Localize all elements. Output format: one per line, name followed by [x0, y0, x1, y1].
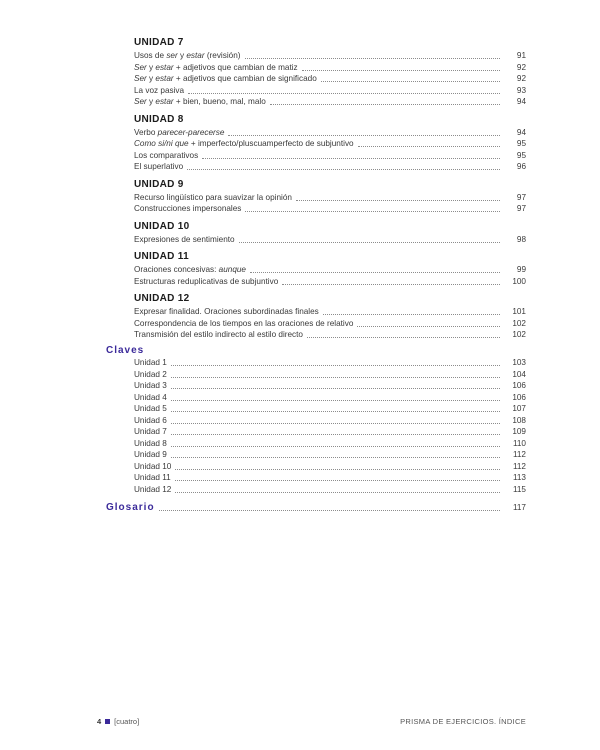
footer-page-number	[97, 717, 139, 726]
italic-term: Ser	[134, 74, 147, 83]
toc-entry-page: 92	[516, 62, 526, 72]
label-text: + adjetivos que cambian de significado	[173, 74, 317, 83]
toc-entry-page: 99	[516, 265, 526, 274]
page-word: [cuatro]	[114, 717, 140, 726]
glosario-entry	[106, 502, 526, 513]
toc-entry-page: 93	[516, 85, 526, 95]
claves-entry-page: 107	[512, 404, 526, 413]
square-bullet-icon	[105, 719, 110, 724]
label-text: + bien, bueno, mal, malo	[173, 97, 266, 106]
italic-term: estar	[155, 97, 174, 106]
dot-leader	[171, 392, 500, 401]
claves-entry-label: Unidad 12	[134, 484, 172, 494]
claves-entry-page: 108	[512, 415, 526, 425]
dot-leader	[239, 234, 500, 243]
page-number: 4	[97, 717, 102, 726]
dot-leader	[159, 502, 500, 511]
toc-entry-label	[134, 62, 298, 74]
claves-entry	[134, 438, 526, 450]
claves-entry	[134, 403, 526, 415]
toc-entry	[134, 192, 526, 204]
claves-entry-label: Unidad 7	[134, 427, 167, 436]
claves-entry-page: 113	[512, 473, 526, 482]
toc-entry	[134, 73, 526, 85]
claves-entry	[134, 472, 526, 484]
dot-leader	[270, 96, 500, 105]
dot-leader	[302, 62, 500, 71]
claves-entry-page: 115	[512, 484, 526, 494]
label-text: Oraciones concesivas:	[134, 265, 219, 274]
claves-entry-page: 112	[512, 461, 526, 471]
dot-leader	[187, 161, 500, 170]
dot-leader	[245, 50, 501, 59]
toc-entry-page: 91	[516, 51, 526, 60]
glosario-page: 117	[512, 503, 526, 512]
toc-entry	[134, 150, 526, 162]
label-text: Los comparativos	[134, 150, 199, 160]
dot-leader	[323, 306, 500, 315]
toc-entry	[134, 138, 526, 150]
toc-entry	[134, 264, 526, 276]
claves-entry	[134, 449, 526, 461]
label-text: y	[146, 97, 156, 106]
toc-entry-page: 95	[516, 139, 526, 148]
toc-entry-page: 101	[512, 307, 526, 316]
italic-term: parecer-parecerse	[157, 127, 225, 137]
italic-term: ser	[166, 51, 178, 60]
toc-entry-page: 94	[516, 127, 526, 137]
toc-entry-label	[134, 161, 183, 173]
label-text: Construcciones impersonales	[134, 204, 242, 213]
dot-leader	[250, 264, 500, 273]
label-text: y	[146, 74, 156, 83]
claves-entry	[134, 415, 526, 427]
toc-entry-label	[134, 306, 319, 318]
claves-entry-label: Unidad 4	[134, 392, 167, 402]
toc-entry-page: 102	[512, 330, 526, 339]
claves-entry	[134, 357, 526, 369]
unit-title: UNIDAD 8	[134, 113, 184, 125]
toc-entry-page: 102	[512, 318, 526, 328]
dot-leader	[282, 276, 500, 285]
claves-heading: Claves	[106, 345, 145, 356]
dot-leader	[228, 127, 500, 136]
label-text: Expresiones de sentimiento	[134, 234, 235, 244]
toc-entry	[134, 127, 526, 139]
label-text: El superlativo	[134, 162, 184, 171]
toc-entry-page: 92	[516, 74, 526, 83]
claves-entry	[134, 369, 526, 381]
claves-entry-label: Unidad 1	[134, 358, 167, 367]
label-text: y	[146, 62, 156, 72]
toc-entry-page: 94	[516, 97, 526, 106]
dot-leader	[202, 150, 500, 159]
dot-leader	[171, 449, 500, 458]
running-title: PRISMA DE EJERCICIOS. ÍNDICE	[400, 717, 526, 726]
label-text: Usos de	[134, 51, 167, 60]
dot-leader	[175, 461, 500, 470]
unit-title: UNIDAD 9	[134, 178, 184, 190]
dot-leader	[171, 357, 500, 366]
dot-leader	[171, 426, 500, 435]
toc-entry-label	[134, 127, 224, 139]
dot-leader	[307, 329, 500, 338]
toc-entry-label	[134, 192, 292, 204]
toc-entry-page: 96	[516, 162, 526, 171]
label-text: Verbo	[134, 127, 158, 137]
toc-entry-page: 97	[516, 192, 526, 202]
toc-entry-label	[134, 264, 246, 276]
toc-entry-label	[134, 234, 235, 246]
toc-entry-label	[134, 276, 278, 288]
label-text: Transmisión del estilo indirecto al estilo directo	[134, 330, 303, 339]
toc-entry	[134, 62, 526, 74]
toc-entry-label	[134, 50, 241, 62]
toc-entry-label	[134, 150, 198, 162]
dot-leader	[171, 403, 500, 412]
label-text: y	[177, 51, 187, 60]
dot-leader	[171, 369, 500, 378]
unit-title: UNIDAD 10	[134, 220, 190, 232]
toc-entry-label	[134, 138, 354, 150]
label-text: Correspondencia de los tiempos en las oraciones de relativo	[134, 318, 354, 328]
dot-leader	[357, 318, 500, 327]
claves-entry-label: Unidad 8	[134, 438, 167, 448]
toc-entry-label	[134, 85, 184, 97]
claves-entry-page: 109	[512, 427, 526, 436]
toc-entry-label	[134, 203, 241, 215]
claves-entry-page: 112	[512, 450, 526, 459]
dot-leader	[171, 415, 500, 424]
claves-entry	[134, 484, 526, 496]
claves-entry-page: 110	[512, 438, 526, 448]
toc-entry-page: 98	[516, 234, 526, 244]
claves-entry-label: Unidad 5	[134, 404, 167, 413]
unit-title: UNIDAD 7	[134, 37, 184, 48]
italic-term: estar	[186, 51, 205, 60]
toc-entry	[134, 50, 526, 62]
unit-title: UNIDAD 12	[134, 293, 190, 304]
table-of-contents	[134, 36, 526, 341]
claves-entry	[134, 426, 526, 438]
claves-entry	[134, 380, 526, 392]
claves-entry-label: Unidad 2	[134, 369, 167, 379]
label-text: La voz pasiva	[134, 85, 185, 95]
toc-entry-label	[134, 329, 303, 341]
dot-leader	[188, 85, 500, 94]
claves-entry-label: Unidad 3	[134, 381, 167, 390]
toc-entry	[134, 161, 526, 173]
toc-entry	[134, 276, 526, 288]
toc-entry-page: 95	[516, 150, 526, 160]
dot-leader	[171, 438, 500, 447]
toc-entry	[134, 203, 526, 215]
toc-entry	[134, 234, 526, 246]
claves-entry-label: Unidad 6	[134, 415, 167, 425]
toc-entry	[134, 329, 526, 341]
toc-entry	[134, 318, 526, 330]
claves-entry-page: 106	[512, 392, 526, 402]
label-text: + imperfecto/pluscuamperfecto de subjuntivo	[188, 139, 354, 148]
italic-term: estar	[155, 62, 174, 72]
label-text: Estructuras reduplicativas de subjuntivo	[134, 276, 279, 286]
claves-entry-label: Unidad 10	[134, 461, 172, 471]
dot-leader	[175, 484, 500, 493]
label-text: Expresar finalidad. Oraciones subordinadas finales	[134, 307, 319, 316]
label-text: (revisión)	[204, 51, 241, 60]
italic-term: Ser	[134, 62, 147, 72]
claves-entry	[134, 392, 526, 404]
claves-entry-label: Unidad 11	[134, 473, 171, 482]
italic-term: estar	[155, 74, 174, 83]
toc-entry	[134, 85, 526, 97]
label-text: + adjetivos que cambian de matiz	[173, 62, 298, 72]
label-text: Recurso lingüístico para suavizar la opinión	[134, 192, 292, 202]
toc-entry-label	[134, 73, 317, 85]
dot-leader	[175, 472, 500, 481]
toc-entry	[134, 306, 526, 318]
toc-entry-page: 97	[516, 204, 526, 213]
dot-leader	[171, 380, 500, 389]
glosario-heading: Glosario	[106, 502, 155, 513]
dot-leader	[321, 73, 500, 82]
toc-entry	[134, 96, 526, 108]
claves-entry	[134, 461, 526, 473]
dot-leader	[245, 203, 500, 212]
claves-entry-page: 103	[512, 358, 526, 367]
claves-entry-page: 104	[512, 369, 526, 379]
claves-entry-page: 106	[512, 381, 526, 390]
italic-term: Ser	[134, 97, 147, 106]
claves-list	[134, 357, 526, 495]
dot-leader	[358, 138, 500, 147]
toc-entry-label	[134, 96, 266, 108]
toc-entry-page: 100	[512, 276, 526, 286]
dot-leader	[296, 192, 500, 201]
italic-term: aunque	[218, 265, 246, 274]
italic-term: Como si/ni que	[134, 139, 189, 148]
unit-title: UNIDAD 11	[134, 251, 189, 262]
toc-entry-label	[134, 318, 353, 330]
claves-entry-label: Unidad 9	[134, 450, 167, 459]
